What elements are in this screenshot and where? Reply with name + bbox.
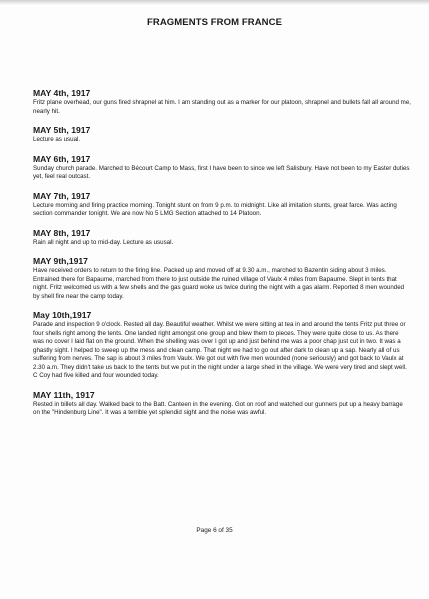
entry-date: MAY 4th, 1917 (33, 88, 91, 98)
diary-entry (33, 125, 411, 145)
diary-entry (33, 310, 411, 381)
entry-text: Have received orders to return to the firing line. Packed up and moved off at 9.30 a.m., marched to Bazentin siding about 3 miles. Entrained there for Bapaume, marched from there to just outside the ruined village of Vaulx 4 miles from Bapaume. Slept in tents that night. Fritz welcomed us with a few shells and the gas guard woke us twice during the night with a gas alarm. Reported 8 men wounded by shell fire near the camp today. (33, 267, 405, 300)
entry-date: MAY 8th, 1917 (33, 227, 91, 238)
diary-entry (33, 88, 411, 116)
diary-entry (33, 256, 411, 301)
entry-text: Sunday church parade. Marched to Bécourt Camp to Mass, first I have been to since we left Salisbury. Have not been to my Easter duties yet, feel real outcast. (33, 164, 410, 180)
diary-entry (33, 191, 411, 219)
page-title: FRAGMENTS FROM FRANCE (146, 17, 283, 28)
diary-entry (33, 228, 411, 248)
entry-date: MAY 6th, 1917 (33, 153, 91, 164)
entry-date: MAY 7th, 1917 (33, 190, 91, 201)
entry-text: Rested in billets all day. Walked back to the Batt. Canteen in the evening. Got on roof and watched our gunners put up a heavy barrage on the "Hindenburg Line". It was a terrible yet splendid sight and the noise was awful. (33, 400, 403, 416)
diary-entry (33, 154, 411, 182)
diary-entries (33, 88, 411, 427)
scan-edge (0, 0, 429, 5)
entry-date: MAY 5th, 1917 (33, 125, 91, 135)
entry-date: May 10th,1917 (33, 310, 92, 320)
page-number: Page 6 of 35 (196, 527, 233, 534)
entry-text: Lecture as usual. (33, 136, 81, 143)
entry-date: MAY 9th,1917 (33, 256, 88, 266)
entry-text: Lecture morning and firing practice morning. Tonight stunt on from 9 p.m. to midnight. Like all imitation stunts, great farce. Was acting section commander tonight. We are now No 5 LMG Section attached to 14 Platoon. (33, 201, 397, 217)
entry-text: Parade and inspection 9 o'clock. Rested all day. Beautiful weather. Whilst we were sitting at tea in and around the tents Fritz put three or four shells right among the tents. One landed right amongst one group and blew them to pieces. They were quite close to us. As there was no cover I laid flat on the ground. When the shelling was over I got up and just behind me was a poor chap just cut in two. It was a ghastly sight. I helped to sweep up the mess and clean camp. That night we had to go out after dark to clean up a sap. Nearly all of us suffering from nerves. The sap is about 3 miles from Vaulx. We got out with five men wounded (none seriously) and got back to Vaulx at 2.30 a.m. They didn't take us back to the tents but we put in the night under a large shed in the village. We were very tired and slept well. C Coy had five killed and four wounded today. (33, 321, 407, 379)
entry-text: Fritz plane overhead, our guns fired shrapnel at him. I am standing out as a marker for our platoon, shrapnel and bullets fall all around me, nearly hit. (33, 99, 411, 115)
entry-date: MAY 11th, 1917 (33, 389, 95, 400)
entry-text: Rain all night and up to mid-day. Lecture as ususal. (33, 238, 174, 246)
diary-entry (33, 390, 411, 418)
